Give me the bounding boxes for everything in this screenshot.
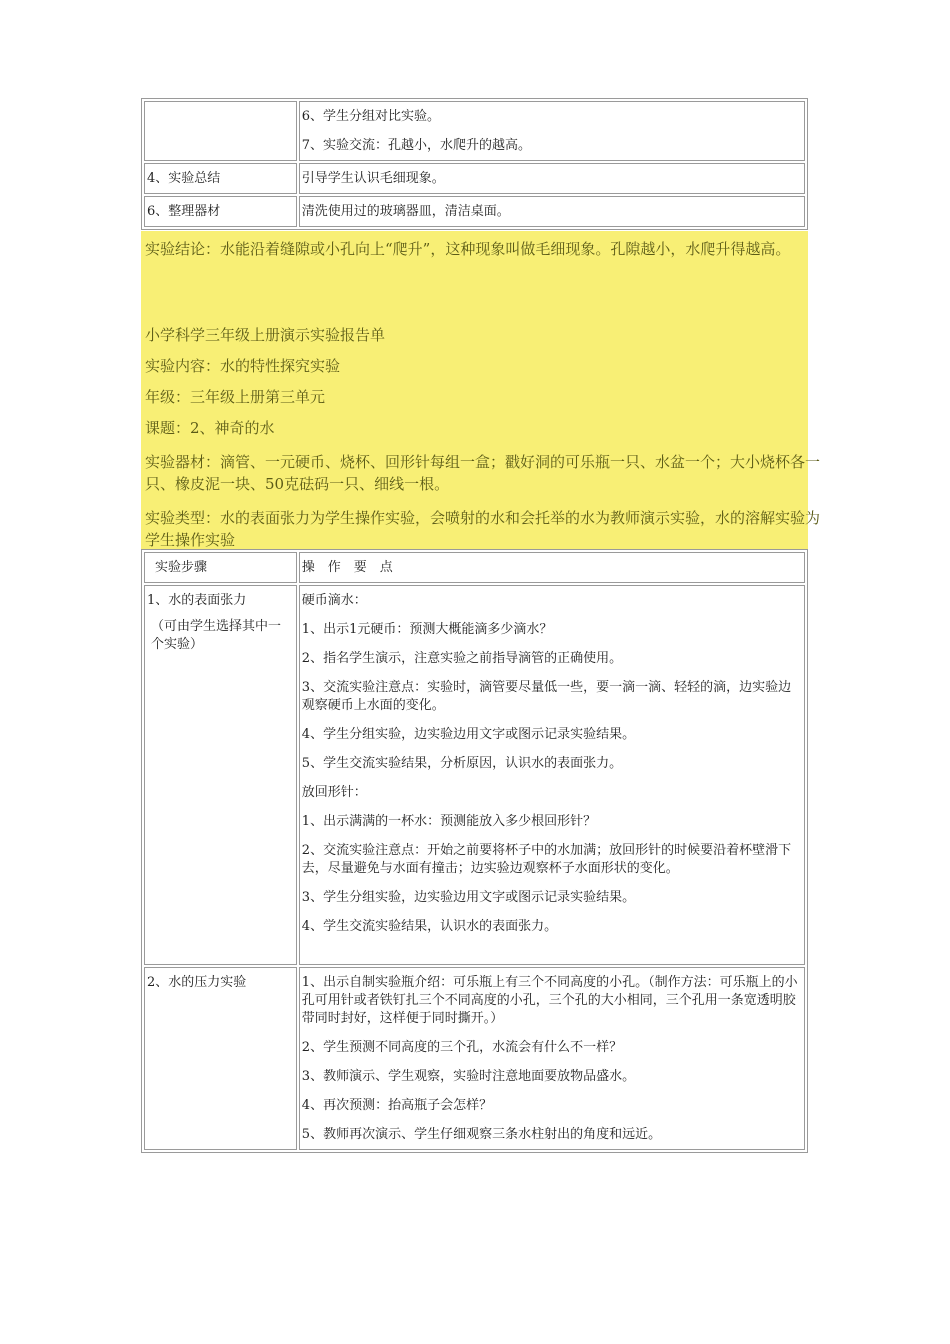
step-cell (144, 585, 297, 965)
step-text: 1、水的表面张力 (147, 593, 247, 608)
step-cell (144, 101, 297, 161)
point-text: 3、学生分组实验，边实验边用文字或图示记录实验结果。 (301, 890, 636, 905)
step-cell (144, 163, 297, 194)
point-text: 3、交流实验注意点：实验时，滴管要尽量低一些，要一滴一滴、轻轻的滴，边实验边观察硬币上水面的变化。 (301, 680, 792, 713)
point-text: 3、教师演示、学生观察，实验时注意地面要放物品盛水。 (301, 1069, 636, 1084)
point-text: 7、实验交流：孔越小，水爬升的越高。 (301, 138, 532, 153)
table-steps (141, 549, 808, 1153)
step-text: 6、整理器材 (147, 204, 221, 219)
equipment-line: 实验器材：滴管、一元硬币、烧杯、回形针每组一盒；戳好洞的可乐瓶一只、水盆一个；大小烧杯各一只、橡皮泥一块、50克砝码一只、细线一根。 (145, 453, 821, 493)
point-text: 4、再次预测：抬高瓶子会怎样？ (301, 1098, 493, 1113)
point-text: 引导学生认识毛细现象。 (301, 171, 445, 186)
sub-title: 硬币滴水： (301, 593, 367, 608)
table-row (144, 196, 805, 227)
table-row (144, 163, 805, 194)
point-text: 2、交流实验注意点：开始之前要将杯子中的水加满；放回形针的时候要沿着杯壁滑下去，尽量避免与水面有撞击；边实验边观察杯子水面形状的变化。 (301, 843, 792, 876)
point-text: 4、学生交流实验结果，认识水的表面张力。 (301, 919, 558, 934)
point-text: 5、学生交流实验结果，分析原因，认识水的表面张力。 (301, 756, 623, 771)
point-text: 6、学生分组对比实验。 (301, 109, 441, 124)
sub-title: 放回形针： (301, 785, 367, 800)
step-text: 2、水的压力实验 (147, 975, 247, 990)
table-row (144, 585, 805, 965)
table-header-row (144, 552, 805, 583)
point-text: 1、出示满满的一杯水：预测能放入多少根回形针？ (301, 814, 597, 829)
step-cell (144, 967, 297, 1150)
point-text: 2、指名学生演示，注意实验之前指导滴管的正确使用。 (301, 651, 623, 666)
point-text: 5、教师再次演示、学生仔细观察三条水柱射出的角度和远近。 (301, 1127, 662, 1142)
point-text: 清洗使用过的玻璃器皿，清洁桌面。 (301, 204, 510, 219)
table-row (144, 101, 805, 161)
point-text: 2、学生预测不同高度的三个孔，水流会有什么不一样？ (301, 1040, 623, 1055)
lesson-line: 课题：2、神奇的水 (145, 419, 275, 437)
step-note: （可由学生选择其中一个实验） (151, 619, 282, 652)
header-points (299, 552, 805, 583)
report-title: 小学科学三年级上册演示实验报告单 (145, 326, 386, 344)
conclusion-text: 实验结论：水能沿着缝隙或小孔向上“爬升”，这种现象叫做毛细现象。孔隙越小，水爬升得越高。 (145, 240, 791, 258)
point-text: 4、学生分组实验，边实验边用文字或图示记录实验结果。 (301, 727, 636, 742)
header-step (144, 552, 297, 583)
step-cell (144, 196, 297, 227)
points-cell (299, 101, 805, 161)
grade-line: 年级：三年级上册第三单元 (145, 388, 326, 406)
content-line: 实验内容：水的特性探究实验 (145, 357, 341, 375)
points-cell (299, 967, 805, 1150)
header-points-text: 操 作 要 点 (301, 560, 393, 575)
points-cell (299, 585, 805, 965)
points-cell (299, 163, 805, 194)
step-text: 4、实验总结 (147, 171, 221, 186)
type-line: 实验类型：水的表面张力为学生操作实验，会喷射的水和会托举的水为教师演示实验，水的溶解实验为学生操作实验 (145, 509, 821, 549)
header-step-text: 实验步骤 (155, 560, 208, 575)
table-top (141, 98, 808, 230)
point-text: 1、出示自制实验瓶介绍：可乐瓶上有三个不同高度的小孔。（制作方法：可乐瓶上的小孔可用针或者铁钉扎三个不同高度的小孔，三个孔的大小相同，三个孔用一条宽透明胶带同时封好，这样便于同时撕开。） (301, 975, 798, 1026)
point-text: 1、出示1元硬币：预测大概能滴多少滴水？ (301, 622, 553, 637)
points-cell (299, 196, 805, 227)
table-row (144, 967, 805, 1150)
